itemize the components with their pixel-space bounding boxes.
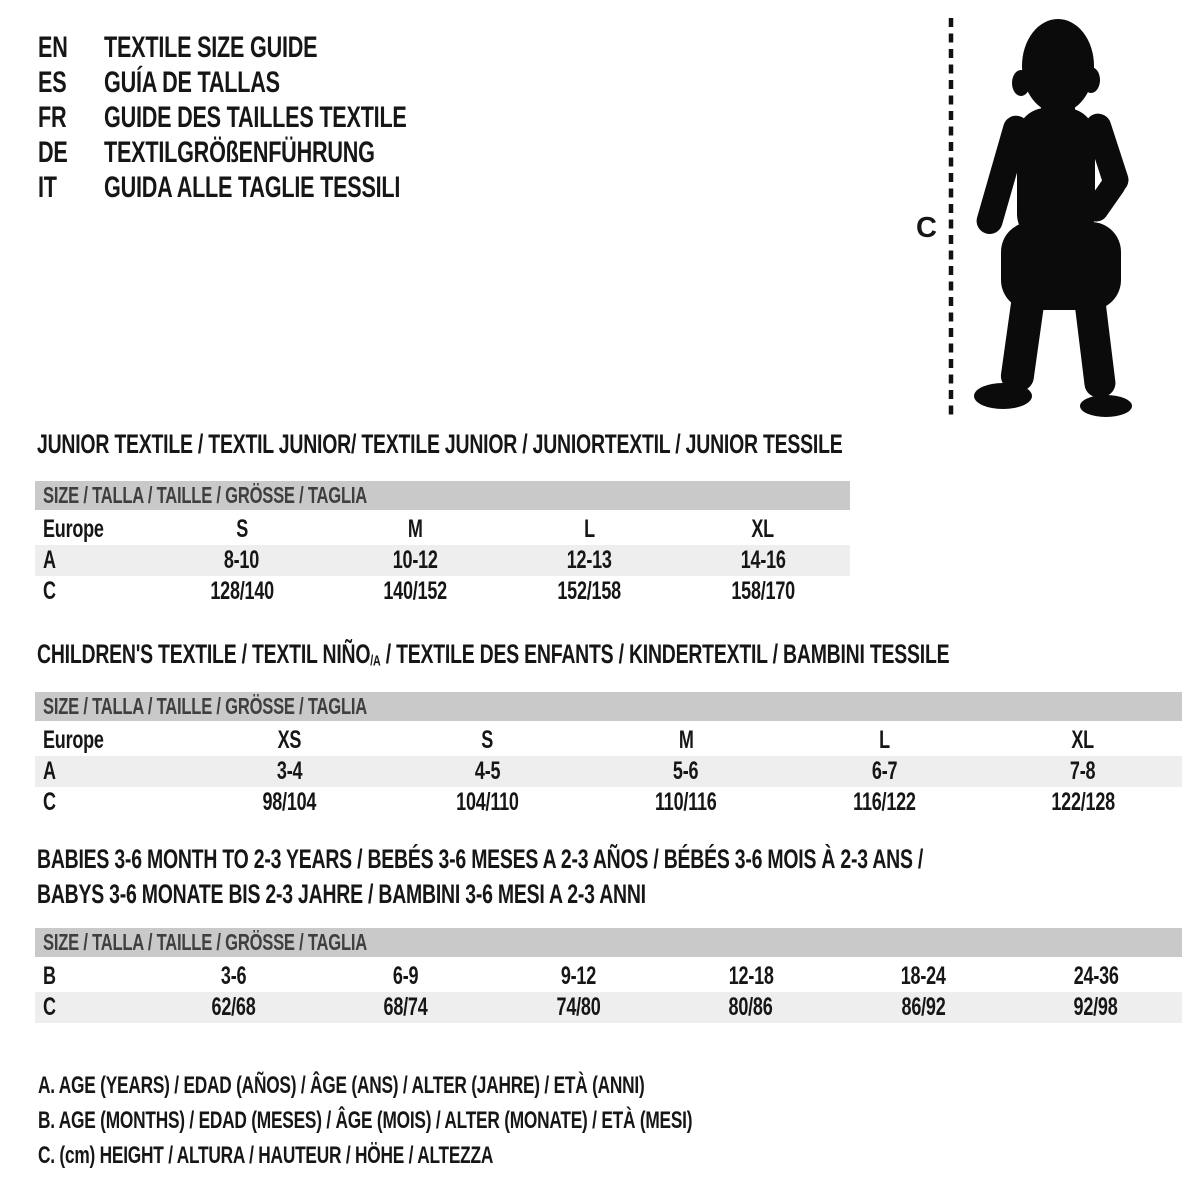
lang-title-it: GUIDA ALLE TAGLIE TESSILI [104,170,401,204]
cell-value: 12-18 [728,962,774,990]
cell-value: 14-16 [740,546,786,574]
cell-value: 7-8 [1070,757,1096,785]
children-col-m: M [678,726,694,754]
legend-line-a: A. AGE (YEARS) / EDAD (AÑOS) / ÂGE (ANS) / ALTER (JAHRE) / ETÀ (ANNI) [38,1071,645,1099]
cell-value: 18-24 [900,962,946,990]
measurement-legend [38,1068,947,1173]
babies-row-b [35,961,1182,992]
junior-col-europe: Europe [43,515,104,543]
junior-section-heading [37,430,1156,459]
junior-col-s: S [235,515,248,543]
row-label: C [43,993,56,1021]
cell-value: 62/68 [211,993,256,1021]
cell-value: 158/170 [731,577,795,605]
legend-line-c: C. (cm) HEIGHT / ALTURA / HAUTEUR / HÖHE / ALTEZZA [38,1141,494,1169]
cell-value: 68/74 [383,993,428,1021]
children-row-a [35,756,1182,787]
babies-size-header-bar [35,928,1182,957]
lang-row-fr [38,100,524,135]
lang-title-fr: GUIDE DES TAILLES TEXTILE [104,100,407,134]
junior-size-table [35,481,850,607]
cell-value: 98/104 [262,788,317,816]
cell-value: 92/98 [1073,993,1118,1021]
lang-code-it: IT [38,170,57,204]
junior-row-c [35,576,850,607]
babies-section-heading [37,845,1200,915]
lang-code-fr: FR [38,100,67,134]
junior-col-m: M [408,515,424,543]
babies-heading-line2: BABYS 3-6 MONATE BIS 2-3 JAHRE / BAMBINI 3-6 MESI A 2-3 ANNI [37,879,646,909]
cell-value: 6-7 [871,757,898,785]
cell-value: 122/128 [1051,788,1115,816]
children-columns-row [35,725,1182,756]
row-label: B [43,962,56,990]
row-label: A [43,546,56,574]
cell-value: 5-6 [673,757,699,785]
junior-columns-row [35,514,850,545]
children-heading-text: CHILDREN'S TEXTILE / TEXTIL NIÑO/A / TEXTILE DES ENFANTS / KINDERTEXTIL / BAMBINI TESSILE [37,639,950,670]
cell-value: 24-36 [1073,962,1119,990]
children-heading-subscript: /A [370,653,381,670]
cell-value: 104/110 [456,788,519,816]
cell-value: 12-13 [566,546,612,574]
lang-title-es: GUÍA DE TALLAS [104,65,280,99]
row-label: C [43,577,56,605]
legend-line-b: B. AGE (MONTHS) / EDAD (MESES) / ÂGE (MOIS) / ALTER (MONATE) / ETÀ (MESI) [38,1106,693,1134]
children-col-xl: XL [1071,726,1095,754]
language-title-block [38,30,524,205]
cell-value: 86/92 [901,993,946,1021]
cell-value: 3-6 [220,962,246,990]
children-col-europe: Europe [43,726,104,754]
children-section-heading [37,640,1200,677]
lang-row-de [38,135,524,170]
lang-code-en: EN [38,30,68,64]
cell-value: 3-4 [276,757,302,785]
lang-row-es [38,65,524,100]
children-col-s: S [481,726,494,754]
children-col-l: L [879,726,890,754]
children-row-c [35,787,1182,818]
height-measure-label: C [916,212,937,244]
junior-size-header-text: SIZE / TALLA / TAILLE / GRÖSSE / TAGLIA [43,482,367,508]
lang-title-en: TEXTILE SIZE GUIDE [104,30,318,64]
junior-col-l: L [583,515,595,543]
babies-heading-line1: BABIES 3-6 MONTH TO 2-3 YEARS / BEBÉS 3-6 MESES A 2-3 AÑOS / BÉBÉS 3-6 MOIS À 2-3 ANS / [37,844,924,874]
lang-row-it [38,170,524,205]
cell-value: 128/140 [210,577,274,605]
cell-value: 140/152 [383,577,448,605]
lang-code-de: DE [38,135,68,169]
junior-size-header-bar [35,481,850,510]
cell-value: 152/158 [557,577,622,605]
cell-value: 74/80 [556,993,601,1021]
cell-value: 9-12 [560,962,596,990]
cell-value: 10-12 [393,546,439,574]
cell-value: 8-10 [224,546,260,574]
junior-col-xl: XL [751,515,775,543]
row-label: C [43,788,56,816]
babies-size-table [35,928,1182,1023]
cell-value: 116/122 [853,788,916,816]
children-size-header-text: SIZE / TALLA / TAILLE / GRÖSSE / TAGLIA [43,693,367,719]
cell-value: 4-5 [474,757,501,785]
junior-heading-text: JUNIOR TEXTILE / TEXTIL JUNIOR/ TEXTILE JUNIOR / JUNIORTEXTIL / JUNIOR TESSILE [37,429,843,459]
children-size-table [35,692,1182,818]
babies-row-c [35,992,1182,1023]
height-measure-dashed-line [948,18,954,418]
children-size-header-bar [35,692,1182,721]
cell-value: 110/116 [655,788,717,816]
cell-value: 6-9 [393,962,419,990]
lang-row-en [38,30,524,65]
babies-size-header-text: SIZE / TALLA / TAILLE / GRÖSSE / TAGLIA [43,929,367,955]
junior-row-a [35,545,850,576]
children-col-xs: XS [277,726,301,754]
row-label: A [43,757,56,785]
lang-code-es: ES [38,65,67,99]
standing-toddler-silhouette-icon [965,16,1137,418]
lang-title-de: TEXTILGRÖßENFÜHRUNG [104,135,375,169]
cell-value: 80/86 [728,993,773,1021]
